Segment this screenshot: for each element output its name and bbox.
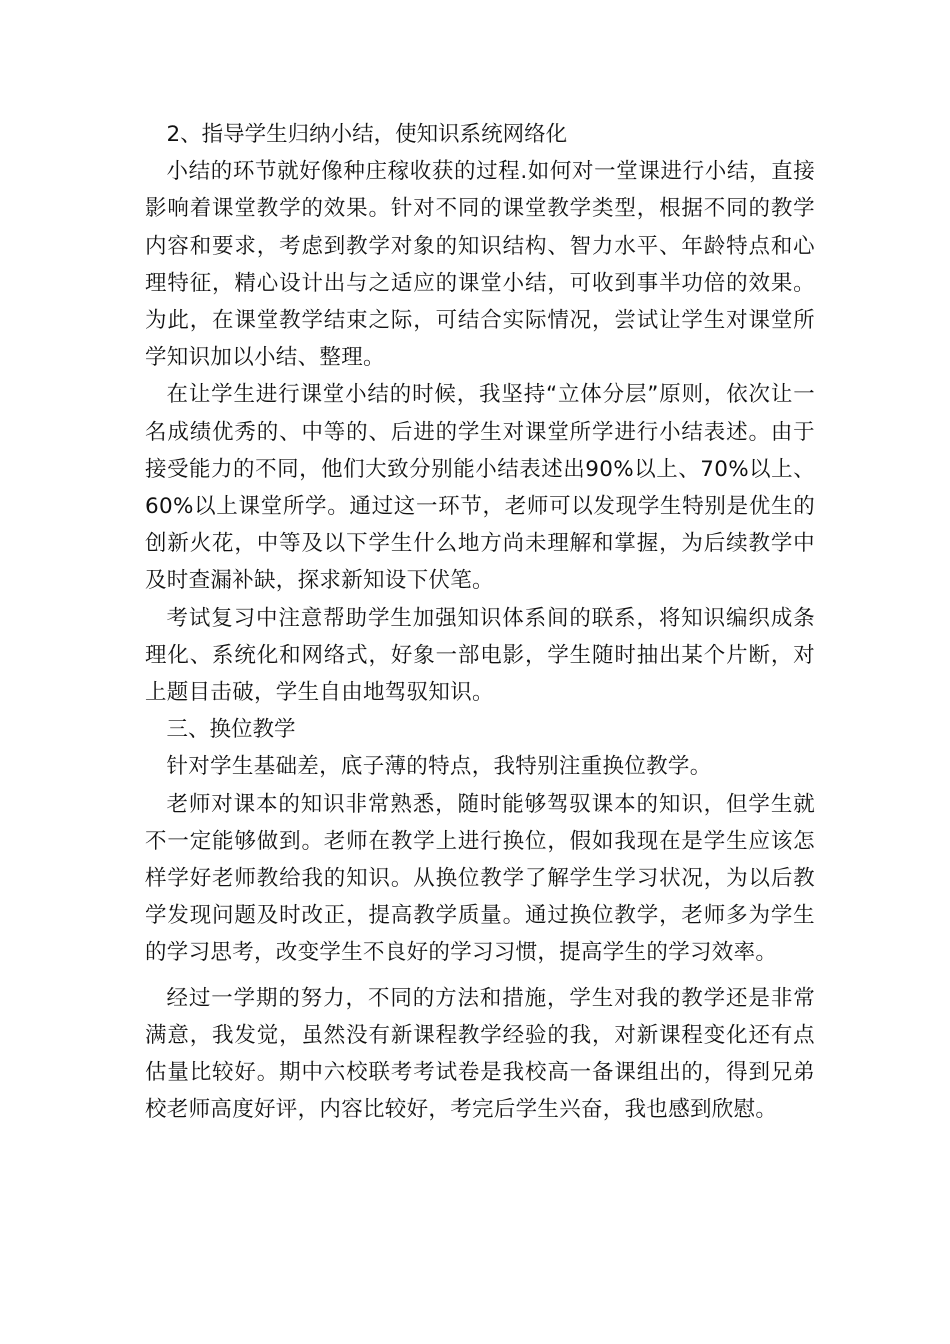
document-body bbox=[145, 116, 815, 1128]
section-heading-role-swap: 三、换位教学 bbox=[166, 717, 296, 743]
paragraph-conclusion: 经过一学期的努力，不同的方法和措施，学生对我的教学还是非常满意，我发觉，虽然没有新课程教学经验的我，对新课程变化还有点估量比较好。期中六校联考考试卷是我校高一备课组出的，得到兄弟校老师高度好评，内容比较好，考完后学生兴奋，我也感到欣慰。 bbox=[145, 985, 815, 1123]
section-heading-summary: 2、指导学生归纳小结，使知识系统网络化 bbox=[166, 122, 568, 147]
paragraph-exam-review: 考试复习中注意帮助学生加强知识体系间的联系，将知识编织成条理化、系统化和网络式，好象一部电影，学生随时抽出某个片断，对上题目击破，学生自由地驾驭知识。 bbox=[145, 605, 815, 706]
paragraph-role-swap-intro: 针对学生基础差，底子薄的特点，我特别注重换位教学。 bbox=[166, 754, 712, 780]
paragraph-layered-summary: 在让学生进行课堂小结的时候，我坚持“立体分层”原则，依次让一名成绩优秀的、中等的、后进的学生对课堂所学进行小结表述。由于接受能力的不同，他们大致分别能小结表述出90%以上、70%以上、60%以上课堂所学。通过这一环节，老师可以发现学生特别是优生的创新火花，中等及以下学生什么地方尚未理解和掌握，为后续教学中及时查漏补缺，探求新知设下伏笔。 bbox=[145, 382, 815, 594]
paragraph-role-swap-detail: 老师对课本的知识非常熟悉，随时能够驾驭课本的知识，但学生就不一定能够做到。老师在教学上进行换位，假如我现在是学生应该怎样学好老师教给我的知识。从换位教学了解学生学习状况，为以后教学发现问题及时改正，提高教学质量。通过换位教学，老师多为学生的学习思考，改变学生不良好的学习习惯，提高学生的学习效率。 bbox=[145, 791, 815, 966]
paragraph-summary-intro: 小结的环节就好像种庄稼收获的过程.如何对一堂课进行小结，直接影响着课堂教学的效果。针对不同的课堂教学类型，根据不同的教学内容和要求，考虑到教学对象的知识结构、智力水平、年龄特点和心理特征，精心设计出与之适应的课堂小结，可收到事半功倍的效果。为此，在课堂教学结束之际，可结合实际情况，尝试让学生对课堂所学知识加以小结、整理。 bbox=[145, 159, 815, 371]
